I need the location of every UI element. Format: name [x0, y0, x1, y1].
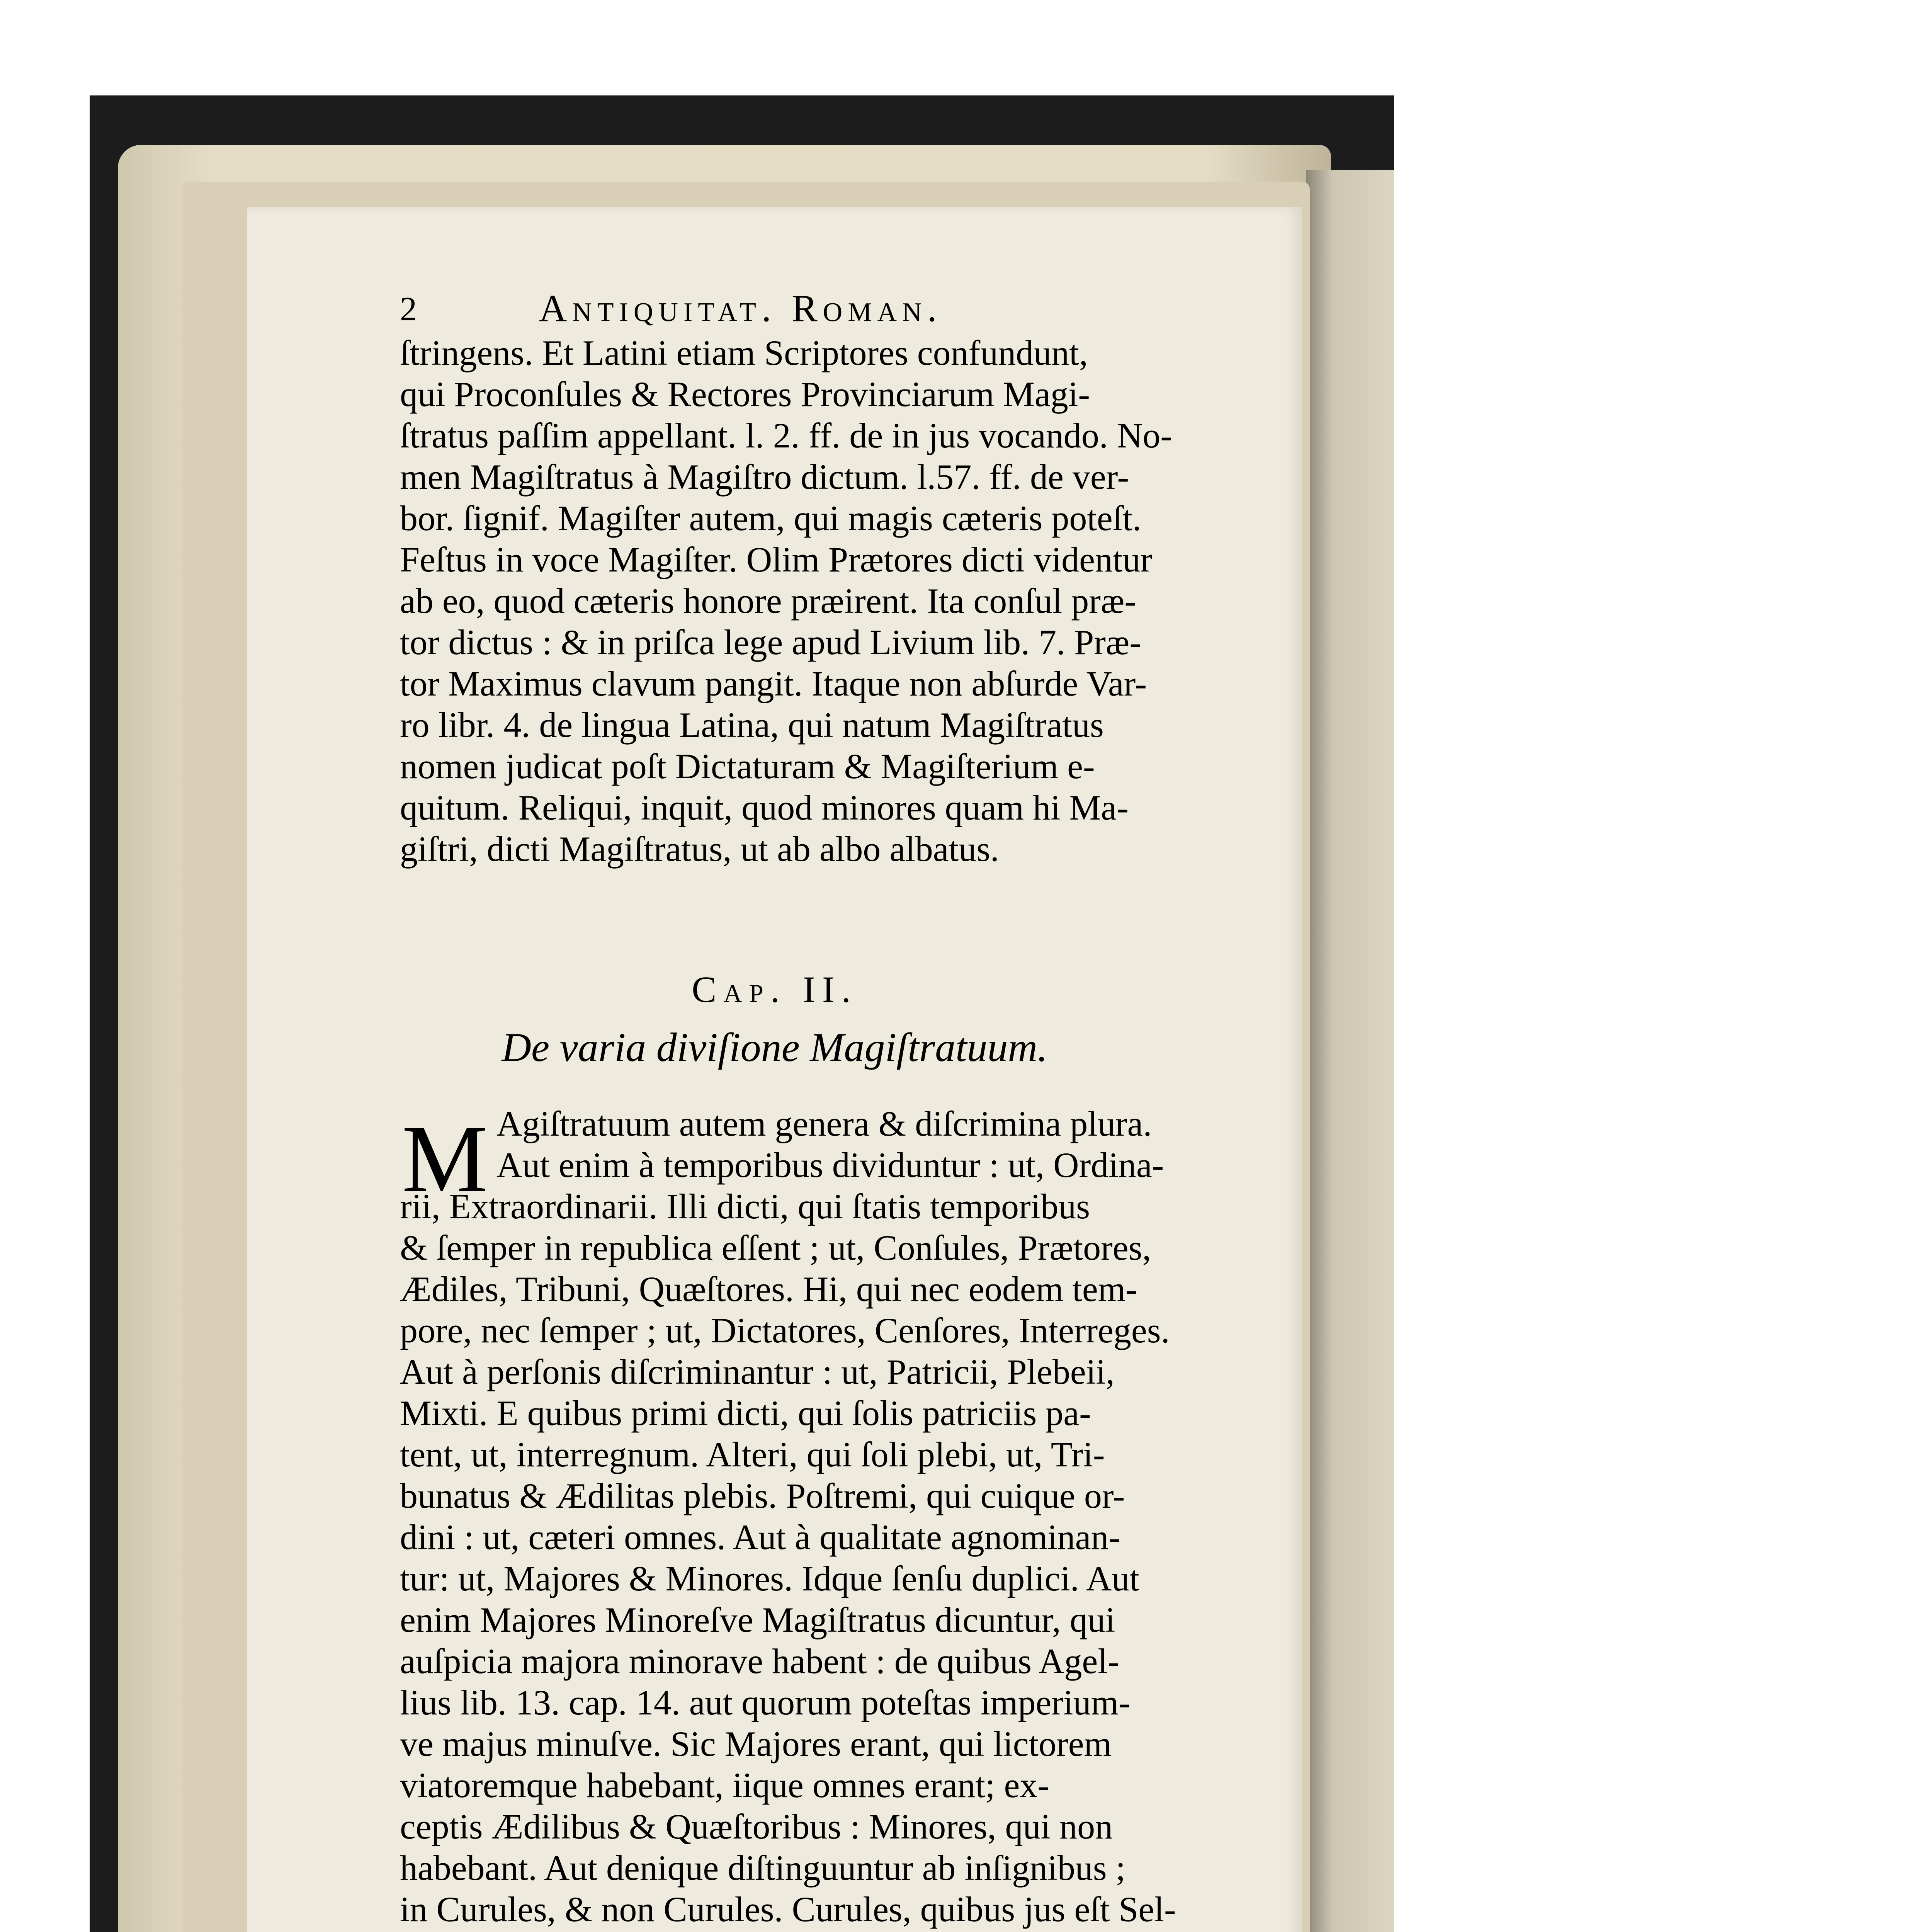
text-line: pore, nec ſemper ; ut, Dictatores, Cenſores, Interreges. [400, 1311, 1170, 1350]
text-line: tor dictus : & in priſca lege apud Livium lib. 7. Præ- [400, 622, 1141, 662]
book-page [247, 207, 1302, 1932]
text-line: enim Majores Minoreſve Magiſtratus dicuntur, qui [400, 1600, 1115, 1639]
facing-page-edge [1306, 170, 1394, 1932]
text-line: bor. ſignif. Magiſter autem, qui magis cæteris poteſt. [400, 498, 1141, 538]
running-title: Antiquitat. Roman. [539, 287, 942, 330]
text-line: Feſtus in voce Magiſter. Olim Prætores dicti videntur [400, 540, 1153, 579]
text-line: & ſemper in republica eſſent ; ut, Conſules, Prætores, [400, 1228, 1151, 1267]
text-line: tur: ut, Majores & Minores. Idque ſenſu duplici. Aut [400, 1559, 1139, 1598]
paragraph-continuation [400, 332, 1292, 870]
text-line: tent, ut, interregnum. Alteri, qui ſoli plebi, ut, Tri- [400, 1435, 1105, 1474]
text-line: lius lib. 13. cap. 14. aut quorum poteſtas imperium- [400, 1683, 1131, 1722]
chapter-subheading: De varia diviſione Magiſtratuum. [502, 1025, 1048, 1070]
text-line: ſtratus paſſim appellant. l. 2. ff. de in jus vocando. No- [400, 416, 1172, 455]
text-line: rii, Extraordinarii. Illi dicti, qui ſtatis temporibus [400, 1187, 1090, 1226]
text-line: bunatus & Ædilitas plebis. Poſtremi, qui cuique or- [400, 1476, 1125, 1515]
text-line: ab eo, quod cæteris honore præirent. Ita conſul præ- [400, 581, 1136, 621]
chapter-heading: Cap. II. [692, 969, 858, 1010]
page-number: 2 [400, 291, 422, 328]
text-line: Agiſtratuum autem genera & diſcrimina plura. [496, 1104, 1152, 1143]
text-line: Mixti. E quibus primi dicti, qui ſolis patriciis pa- [400, 1393, 1091, 1433]
text-line: ve majus minuſve. Sic Majores erant, qui lictorem [400, 1724, 1112, 1764]
text-line: dini : ut, cæteri omnes. Aut à qualitate agnominan- [400, 1517, 1121, 1557]
chapter-paragraph [400, 1103, 1292, 1930]
text-line: giſtri, dicti Magiſtratus, ut ab albo albatus. [400, 829, 999, 869]
text-line: ceptis Ædilibus & Quæſtoribus : Minores, qui non [400, 1807, 1113, 1846]
text-line: Aut enim à temporibus dividuntur : ut, Ordina- [496, 1145, 1164, 1185]
text-line: quitum. Reliqui, inquit, quod minores quam hi Ma- [400, 788, 1129, 827]
text-line: auſpicia majora minorave habent : de quibus Agel- [400, 1641, 1120, 1681]
text-line: qui Proconſules & Rectores Provinciarum Magi- [400, 374, 1090, 414]
text-line: ſtringens. Et Latini etiam Scriptores confundunt, [400, 333, 1088, 372]
drop-cap: M [402, 1105, 488, 1213]
text-line: Aut à perſonis diſcriminantur : ut, Patricii, Plebeii, [400, 1352, 1115, 1391]
text-line: viatoremque habebant, iique omnes erant; ex- [400, 1765, 1049, 1805]
text-line: in Curules, & non Curules. Curules, quibus jus eſt Sel- [400, 1889, 1176, 1929]
text-line: ro libr. 4. de lingua Latina, qui natum Magiſtratus [400, 705, 1104, 745]
text-line: habebant. Aut denique diſtinguuntur ab inſignibus ; [400, 1848, 1126, 1888]
text-line: men Magiſtratus à Magiſtro dictum. l.57. ff. de ver- [400, 457, 1129, 497]
text-line: Ædiles, Tribuni, Quæſtores. Hi, qui nec eodem tem- [400, 1269, 1137, 1309]
text-line: nomen judicat poſt Dictaturam & Magiſterium e- [400, 747, 1095, 786]
text-line: tor Maximus clavum pangit. Itaque non abſurde Var- [400, 664, 1147, 703]
